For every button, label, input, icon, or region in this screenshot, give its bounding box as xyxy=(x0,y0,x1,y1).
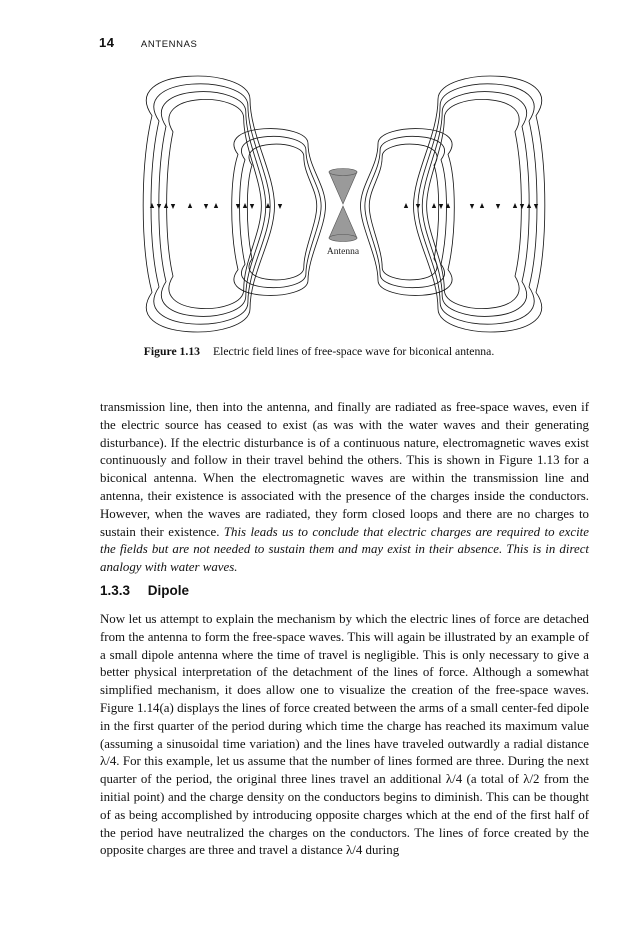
left-outer-field-line-1 xyxy=(143,76,274,332)
figure-field-lines xyxy=(100,60,588,345)
field-arrow-16 xyxy=(439,204,443,209)
field-arrow-13 xyxy=(404,203,408,208)
field-arrow-4 xyxy=(171,204,175,209)
lower-cone-rim xyxy=(329,235,357,242)
field-arrow-21 xyxy=(513,203,517,208)
field-arrow-12 xyxy=(278,204,282,209)
right-inner-field-line-3 xyxy=(369,144,438,280)
field-arrow-3 xyxy=(164,203,168,208)
paragraph-1 xyxy=(100,399,589,577)
field-arrow-11 xyxy=(266,203,270,208)
paragraph-2-text: Now let us attempt to explain the mechanism by which the electric lines of force are detached from the antenna to form the free-space waves. This will again be illustrated by an example of a small dipole antenna where the time of travel is negligible. This is only necessary to give a better physical interpretation of the detachment of the lines of force. Although a somewhat simplified mechanism, it does allow one to visualize the creation of the free-space waves. Figure 1.14(a) displays the lines of force created between the arms of a small center-fed dipole in the first quarter of the period during which time the charge has reached its maximum value (assuming a sinusoidal time variation) and the lines have traveled outwardly a radial distance λ/4. For this example, let us assume that the number of lines formed are three. During the next quarter of the period, the original three lines travel an additional λ/4 (a total of λ/2 from the initial point) and the charge density on the conductors begins to diminish. This can be thought of as being accomplished by introducing opposite charges which at the end of the first half of the period have neutralized the charges on the conductors. The lines of force created by the opposite charges are three and travel a distance λ/4 during xyxy=(100,612,589,858)
section-heading xyxy=(100,583,189,598)
running-head: ANTENNAS xyxy=(140,39,198,50)
field-arrow-10 xyxy=(250,204,254,209)
paragraph-1-text: transmission line, then into the antenna, and finally are radiated as free-space waves, even if the electric source has ceased to exist (as was with the water waves and their generating disturbance). If the electric disturbance is of a continuous nature, electromagnetic waves exist continuously and follow in their travel behind the others. This is shown in Figure 1.13 for a biconical antenna. When the electromagnetic waves are within the transmission line and antenna, their existence is associated with the presence of the charges inside the conductors. However, when the waves are radiated, they form closed loops and there are no charges to sustain their existence. xyxy=(100,400,589,539)
page-header xyxy=(99,34,197,52)
section-title: Dipole xyxy=(147,583,190,598)
right-inner-field-line-2 xyxy=(365,136,447,287)
field-arrow-24 xyxy=(534,204,538,209)
field-arrow-1 xyxy=(150,203,154,208)
caption-label: Figure 1.13 xyxy=(143,345,201,358)
upper-cone xyxy=(329,172,357,204)
field-arrow-2 xyxy=(157,204,161,209)
figure-caption xyxy=(0,345,638,358)
outer-left-loop-group xyxy=(143,76,274,332)
caption-text: Electric field lines of free-space wave for biconical antenna. xyxy=(212,345,495,358)
field-arrow-15 xyxy=(432,203,436,208)
paragraph-2 xyxy=(100,611,589,860)
field-arrow-23 xyxy=(527,203,531,208)
biconical-antenna xyxy=(327,169,360,258)
field-arrow-6 xyxy=(204,204,208,209)
field-arrow-9 xyxy=(243,203,247,208)
field-arrow-19 xyxy=(480,203,484,208)
lower-cone xyxy=(329,206,357,238)
inner-right-loop-group xyxy=(361,129,455,296)
left-inner-field-line-3 xyxy=(247,144,316,280)
paragraph-1-italic: This leads us to conclude that electric charges are required to excite the fields but are not needed to sustain them and may exist in their absence. This is in direct analogy with water waves. xyxy=(100,524,589,575)
field-arrow-14 xyxy=(416,204,420,209)
field-arrow-5 xyxy=(188,203,192,208)
field-arrow-20 xyxy=(496,204,500,209)
right-inner-field-line-1 xyxy=(361,129,455,296)
page-number: 14 xyxy=(99,35,115,50)
section-number: 1.3.3 xyxy=(100,583,131,598)
field-arrow-22 xyxy=(520,204,524,209)
upper-cone-rim xyxy=(329,169,357,176)
field-lines-diagram xyxy=(100,60,588,345)
field-arrow-7 xyxy=(214,203,218,208)
field-arrow-18 xyxy=(470,204,474,209)
antenna-label: Antenna xyxy=(326,247,360,257)
